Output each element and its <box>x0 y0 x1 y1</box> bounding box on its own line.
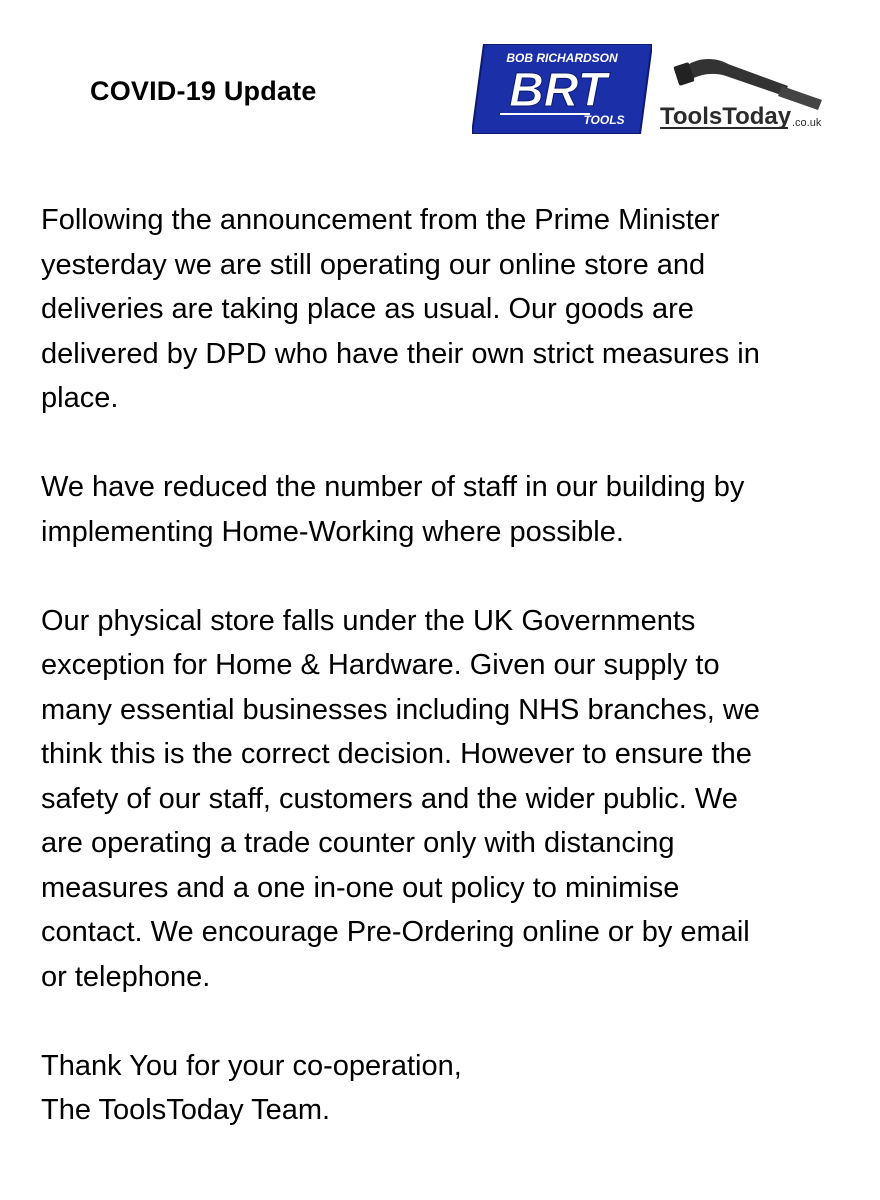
notice-body <box>41 198 851 1133</box>
brt-logo-top-text: BOB RICHARDSON <box>506 51 618 65</box>
paragraph-online-store: Following the announcement from the Prime Minister yesterday we are still operating our online store and deliveries are taking place as usual. Our goods are delivered by DPD who have their own strict measures in place. <box>41 204 760 414</box>
brt-logo <box>472 44 652 134</box>
toolstoday-logo-suffix-text: .co.uk <box>792 117 822 129</box>
brt-logo-bottom-text: TOOLS <box>583 113 625 127</box>
paragraph-staff: We have reduced the number of staff in our building by implementing Home-Working where possible. <box>41 471 745 548</box>
toolstoday-logo <box>656 52 834 134</box>
toolstoday-logo-main-text: ToolsToday <box>660 103 792 130</box>
paragraph-physical-store: Our physical store falls under the UK Governments exception for Home & Hardware. Given our supply to many essential businesses including NHS branches, we think this is the correct decision. However to ensure the safety of our staff, customers and the wider public. We are operating a trade counter only with distancing measures and a one in-one out policy to minimise contact. We encourage Pre-Ordering online or by email or telephone. <box>41 604 760 993</box>
paragraph-signoff: Thank You for your co-operation, The ToolsToday Team. <box>41 1049 462 1126</box>
page-title: COVID-19 Update <box>90 76 317 106</box>
brt-logo-main-text: BRT <box>509 64 607 117</box>
